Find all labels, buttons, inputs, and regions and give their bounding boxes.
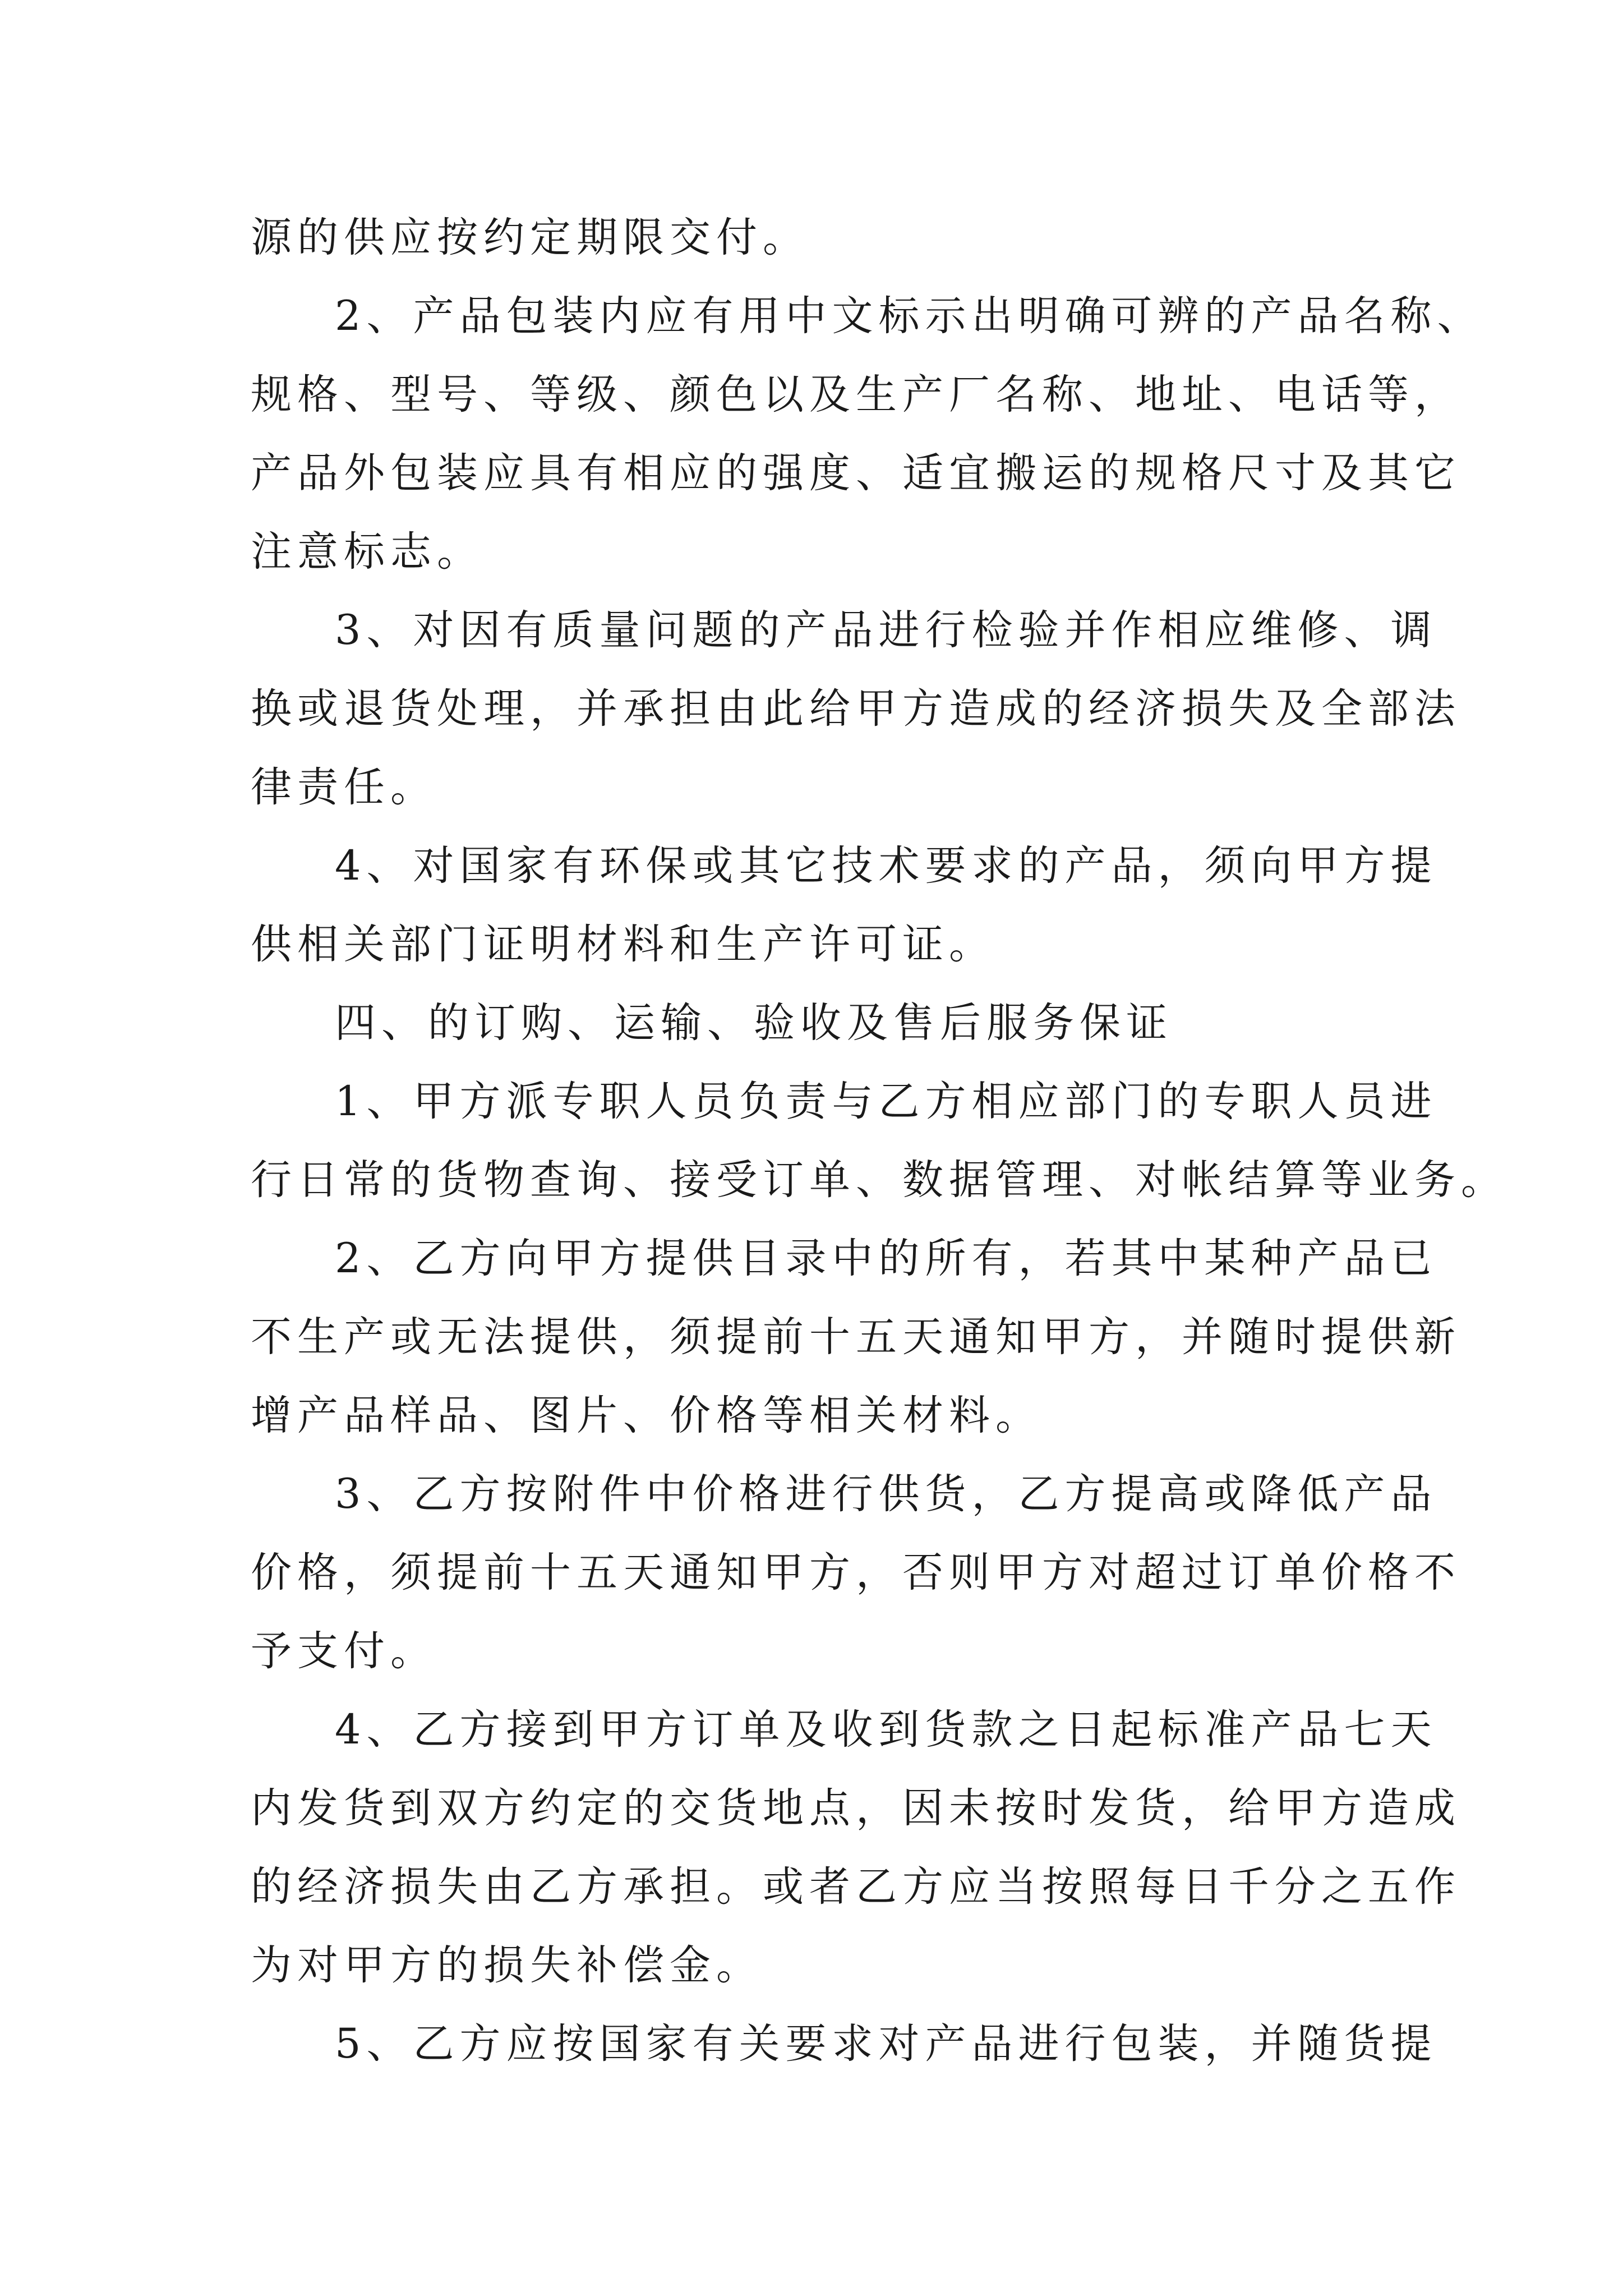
- text-line: 律责任。: [251, 763, 437, 811]
- text-line: 的经济损失由乙方承担。或者乙方应当按照每日千分之五作: [251, 1863, 1461, 1911]
- text-line: 2、乙方向甲方提供目录中的所有，若其中某种产品已: [335, 1235, 1437, 1282]
- text-line: 予支付。: [251, 1627, 437, 1675]
- text-line: 1、甲方派专职人员负责与乙方相应部门的专职人员进: [335, 1078, 1437, 1125]
- text-line: 内发货到双方约定的交货地点，因未按时发货，给甲方造成: [251, 1784, 1461, 1832]
- text-line: 供相关部门证明材料和生产许可证。: [251, 921, 995, 968]
- text-line: 产品外包装应具有相应的强度、适宜搬运的规格尺寸及其它: [251, 449, 1461, 497]
- text-line: 3、乙方按附件中价格进行供货，乙方提高或降低产品: [335, 1470, 1437, 1518]
- text-line: 注意标志。: [251, 528, 483, 576]
- section-heading: 四、的订购、运输、验收及售后服务保证: [335, 999, 1173, 1047]
- text-line: 规格、型号、等级、颜色以及生产厂名称、地址、电话等，: [251, 371, 1461, 418]
- text-line: 2、产品包装内应有用中文标示出明确可辨的产品名称、: [335, 292, 1484, 340]
- document-body: [251, 199, 1507, 2083]
- text-line: 换或退货处理，并承担由此给甲方造成的经济损失及全部法: [251, 685, 1461, 733]
- text-line: 不生产或无法提供，须提前十五天通知甲方，并随时提供新: [251, 1313, 1461, 1361]
- text-line: 源的供应按约定期限交付。: [251, 214, 809, 261]
- text-line: 行日常的货物查询、接受订单、数据管理、对帐结算等业务。: [251, 1156, 1507, 1204]
- text-line: 5、乙方应按国家有关要求对产品进行包装，并随货提: [335, 2020, 1437, 2068]
- text-line: 价格，须提前十五天通知甲方，否则甲方对超过订单价格不: [251, 1549, 1461, 1596]
- text-line: 4、对国家有环保或其它技术要求的产品，须向甲方提: [335, 842, 1437, 890]
- text-line: 为对甲方的损失补偿金。: [251, 1941, 763, 1989]
- text-line: 4、乙方接到甲方订单及收到货款之日起标准产品七天: [335, 1706, 1437, 1754]
- text-line: 增产品样品、图片、价格等相关材料。: [251, 1392, 1042, 1439]
- text-line: 3、对因有质量问题的产品进行检验并作相应维修、调: [335, 606, 1437, 654]
